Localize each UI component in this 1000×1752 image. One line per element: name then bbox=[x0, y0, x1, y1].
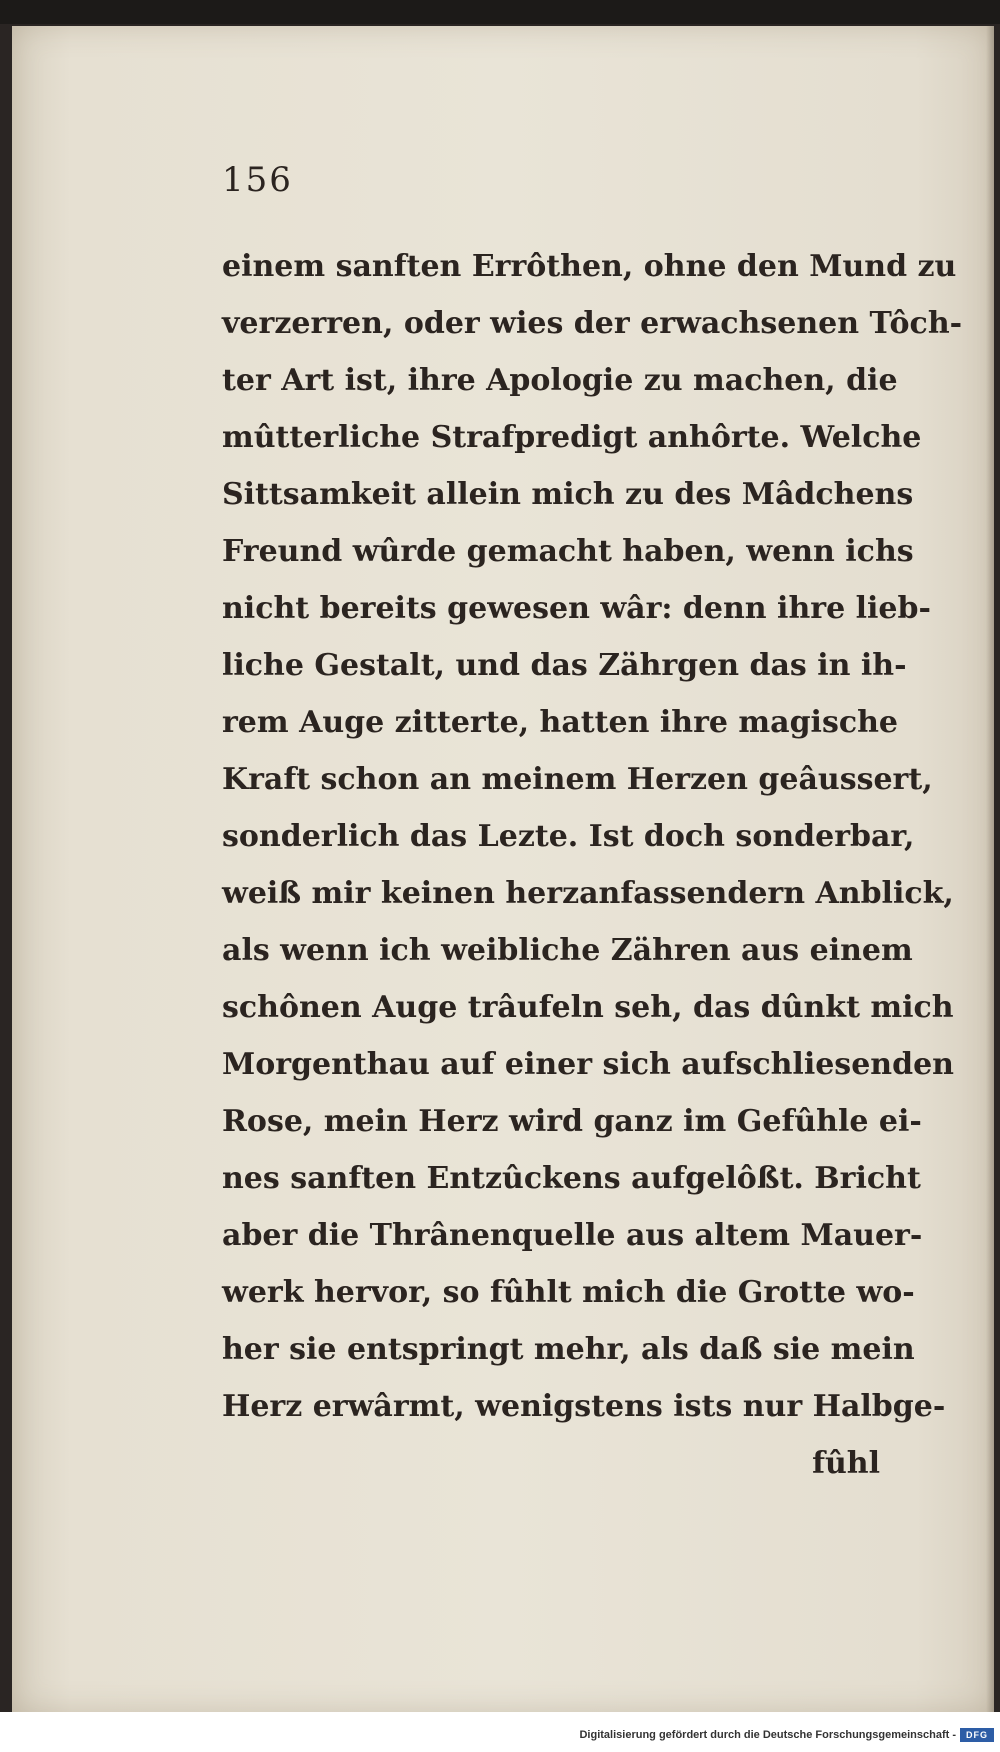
text-line: als wenn ich weibliche Zähren aus einem bbox=[222, 933, 913, 968]
text-line: Rose, mein Herz wird ganz im Gefûhle ei- bbox=[222, 1104, 922, 1139]
catchword: fûhl bbox=[812, 1446, 880, 1481]
text-line: Herz erwârmt, wenigstens ists nur Halbge- bbox=[222, 1389, 946, 1424]
scan-top-edge bbox=[0, 0, 1000, 24]
text-line: Freund wûrde gemacht haben, wenn ichs bbox=[222, 534, 914, 569]
text-line: schônen Auge trâufeln seh, das dûnkt mich bbox=[222, 990, 954, 1025]
page-edge-shadow bbox=[986, 26, 994, 1712]
text-line: werk hervor, so fûhlt mich die Grotte wo- bbox=[222, 1275, 915, 1310]
body-text bbox=[222, 238, 963, 1492]
text-line: Morgenthau auf einer sich aufschliesenden bbox=[222, 1047, 954, 1082]
digitization-footer bbox=[0, 1712, 1000, 1752]
text-line: her sie entspringt mehr, als daß sie mein bbox=[222, 1332, 915, 1367]
page-number: 156 bbox=[222, 160, 293, 200]
text-line: liche Gestalt, und das Zährgen das in ih- bbox=[222, 648, 907, 683]
dfg-logo: DFG bbox=[960, 1728, 994, 1742]
text-line: ter Art ist, ihre Apologie zu machen, die bbox=[222, 363, 898, 398]
text-line: Kraft schon an meinem Herzen geâussert, bbox=[222, 762, 933, 797]
text-line: sonderlich das Lezte. Ist doch sonderbar, bbox=[222, 819, 915, 854]
text-line: aber die Thrânenquelle aus altem Mauer- bbox=[222, 1218, 923, 1253]
text-line: nes sanften Entzûckens aufgelôßt. Bricht bbox=[222, 1161, 921, 1196]
text-line: mûtterliche Strafpredigt anhôrte. Welche bbox=[222, 420, 922, 455]
text-line: einem sanften Errôthen, ohne den Mund zu bbox=[222, 249, 957, 284]
text-line: rem Auge zitterte, hatten ihre magische bbox=[222, 705, 899, 740]
text-line: Sittsamkeit allein mich zu des Mâdchens bbox=[222, 477, 914, 512]
text-line: weiß mir keinen herzanfassendern Anblick, bbox=[222, 876, 954, 911]
text-line: nicht bereits gewesen wâr: denn ihre lieb- bbox=[222, 591, 931, 626]
text-line: verzerren, oder wies der erwachsenen Tôch- bbox=[222, 306, 963, 341]
funding-note: Digitalisierung gefördert durch die Deutsche Forschungsgemeinschaft - bbox=[579, 1729, 956, 1741]
